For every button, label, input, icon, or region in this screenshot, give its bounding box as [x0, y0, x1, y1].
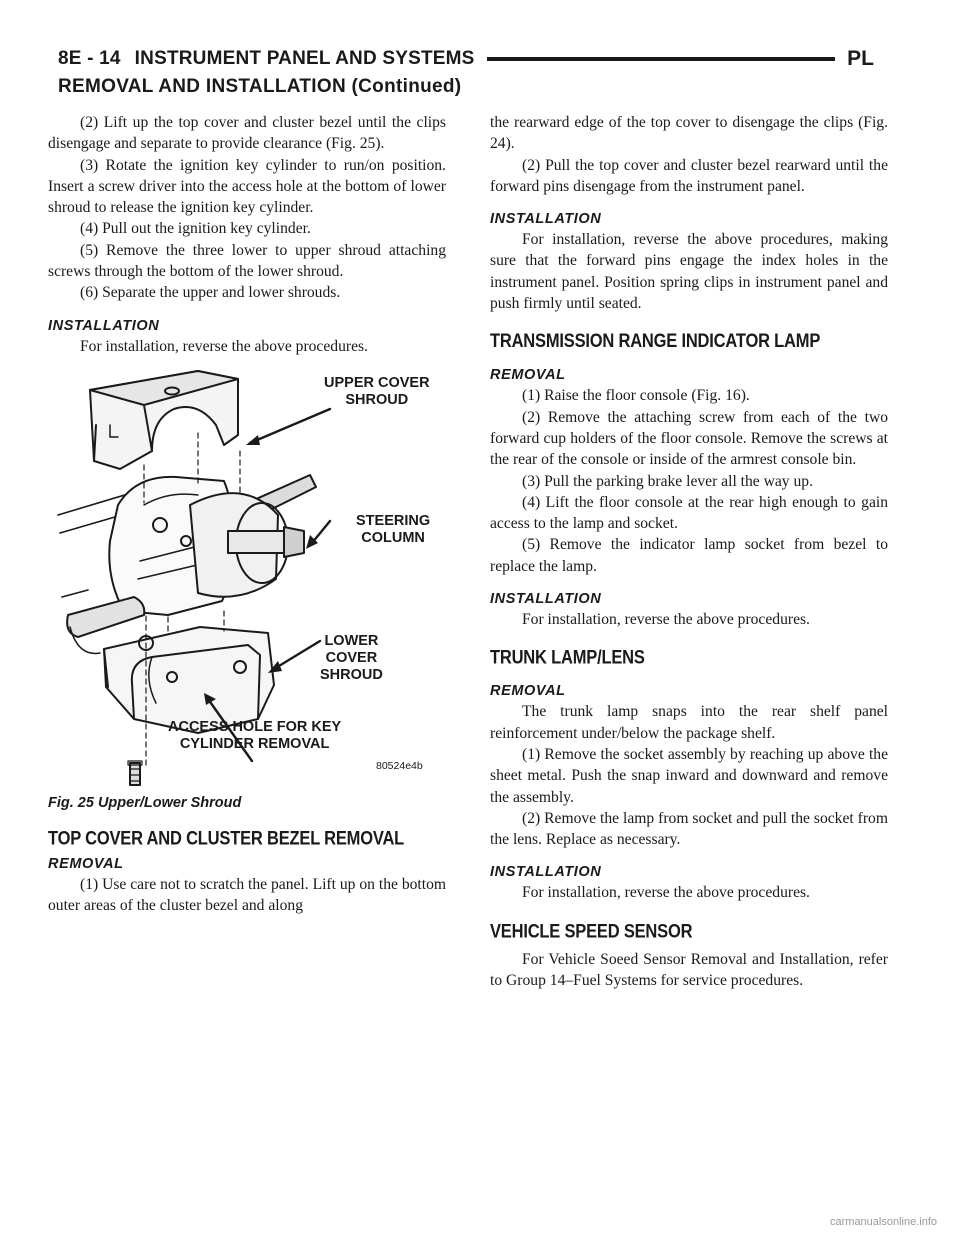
watermark: carmanualsonline.info	[830, 1216, 938, 1228]
left-column	[48, 112, 446, 917]
intro-paragraph: The trunk lamp snaps into the rear shelf panel reinforcement under/below the package shelf.	[490, 703, 888, 742]
step-paragraph: (3) Pull the parking brake lever all the way up.	[522, 472, 813, 490]
section-title-transmission-lamp: TRANSMISSION RANGE INDICATOR LAMP	[490, 331, 821, 353]
figure-upper-lower-shroud	[48, 365, 446, 805]
step-paragraph: (4) Pull out the ignition key cylinder.	[80, 220, 311, 238]
continued-paragraph: the rearward edge of the top cover to disengage the clips (Fig. 24).	[490, 114, 888, 153]
subheading-installation: INSTALLATION	[490, 591, 602, 608]
page-number: 8E - 14	[58, 48, 121, 69]
chapter-title: INSTRUMENT PANEL AND SYSTEMS	[134, 48, 475, 69]
page-header	[58, 44, 874, 74]
subheading-removal: REMOVAL	[490, 367, 566, 384]
step-paragraph: (2) Lift up the top cover and cluster bezel until the clips disengage and separate to provide clearance (Fig. 25).	[48, 114, 446, 153]
model-code: PL	[847, 47, 874, 70]
step-paragraph: (3) Rotate the ignition key cylinder to run/on position. Insert a screw driver into the access hole at the bottom of lower shroud to release the ignition key cylinder.	[48, 156, 446, 217]
installation-paragraph: For installation, reverse the above procedures.	[80, 337, 368, 355]
label-upper-cover-shroud: UPPER COVER SHROUD	[324, 374, 430, 408]
installation-paragraph: For installation, reverse the above procedures.	[522, 611, 810, 629]
step-paragraph: (1) Remove the socket assembly by reaching up above the sheet metal. Push the snap inward and downward and remove the assembly.	[490, 745, 888, 806]
section-continued-title: REMOVAL AND INSTALLATION (Continued)	[58, 76, 462, 97]
installation-paragraph: For installation, reverse the above procedures.	[522, 884, 810, 902]
figure-code: 80524e4b	[376, 759, 423, 772]
subheading-installation: INSTALLATION	[490, 864, 602, 881]
step-paragraph: (2) Remove the lamp from socket and pull the socket from the lens. Replace as necessary.	[490, 809, 888, 849]
label-lower-cover-shroud: LOWER COVER SHROUD	[320, 632, 383, 683]
section-title-top-cover: TOP COVER AND CLUSTER BEZEL REMOVAL	[48, 828, 405, 849]
header-rule	[487, 57, 836, 61]
subheading-installation: INSTALLATION	[490, 211, 602, 228]
section-title-trunk-lamp: TRUNK LAMP/LENS	[490, 647, 645, 669]
step-paragraph: (5) Remove the indicator lamp socket from bezel to replace the lamp.	[490, 536, 888, 575]
vss-paragraph: For Vehicle Soeed Sensor Removal and Installation, refer to Group 14–Fuel Systems for service procedures.	[490, 950, 888, 990]
subheading-removal: REMOVAL	[48, 855, 124, 872]
section-title-vehicle-speed-sensor: VEHICLE SPEED SENSOR	[490, 920, 693, 942]
step-paragraph: (4) Lift the floor console at the rear high enough to gain access to the lamp and socket.	[490, 493, 888, 533]
step-paragraph: (6) Separate the upper and lower shrouds.	[80, 284, 341, 302]
right-column	[490, 112, 888, 991]
label-access-hole: ACCESS HOLE FOR KEY CYLINDER REMOVAL	[168, 718, 342, 752]
removal-paragraph: (1) Use care not to scratch the panel. Lift up on the bottom outer areas of the cluster bezel and along	[48, 875, 446, 915]
figure-caption: Fig. 25 Upper/Lower Shroud	[48, 794, 242, 811]
subheading-installation: INSTALLATION	[48, 317, 160, 334]
label-steering-column: STEERING COLUMN	[356, 512, 431, 546]
step-paragraph: (2) Remove the attaching screw from each of the two forward cup holders of the floor console. Remove the screws at the rear of the console or inside of the armrest console bin.	[490, 408, 888, 469]
installation-paragraph: For installation, reverse the above procedures, making sure that the forward pins engage the index holes in the instrument panel. Position spring clips in instrument panel and push firmly until seated.	[490, 231, 888, 313]
subheading-removal: REMOVAL	[490, 683, 566, 700]
step-paragraph: (2) Pull the top cover and cluster bezel rearward until the forward pins disengage from the instrument panel.	[490, 156, 888, 195]
step-paragraph: (1) Raise the floor console (Fig. 16).	[522, 387, 750, 405]
step-paragraph: (5) Remove the three lower to upper shroud attaching screws through the bottom of the lower shroud.	[48, 241, 446, 281]
